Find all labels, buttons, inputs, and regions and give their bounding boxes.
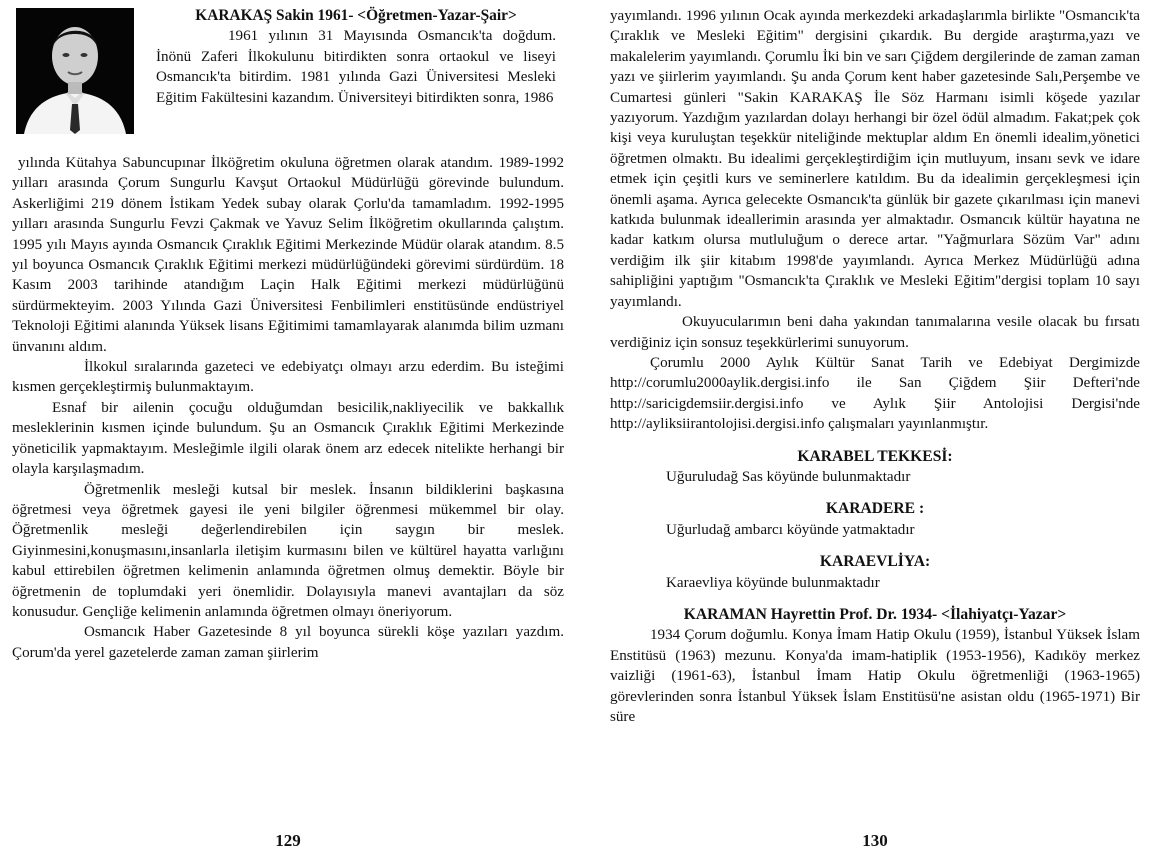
entry-heading: KARADERE : — [825, 500, 925, 518]
portrait-icon — [16, 8, 134, 134]
right-page — [610, 0, 1140, 857]
paragraph: Çorumlu 2000 Aylık Kültür Sanat Tarih ve Edebiyat Dergimizde http://corumlu2000aylik.dergisi.info ile San Çiğdem Şiir Defteri'nde http://saricigdemsiir.dergisi.info ve Aylık Şiir Antolojisi Dergisi'nde http://ayliksiirantolojisi.dergisi.info çalışmaları yayınlanmıştır. — [610, 354, 1140, 433]
entry-text: Uğurludağ ambarcı köyünde yatmaktadır — [666, 521, 915, 538]
entry-heading: KARABEL TEKKESİ: — [797, 447, 953, 465]
left-body-text — [12, 153, 564, 663]
entry-text: Uğuruludağ Sas köyünde bulunmaktadır — [666, 468, 911, 485]
paragraph: Esnaf bir ailenin çocuğu olduğumdan besicilik,nakliyecilik ve bakkallık mesleklerinin kısmen içinde bulundum. Şu an Osmancık Çıraklık Eğitimi Merkezinde yöneticilik yapmaktayım. Mesleğimle ilgili olarak önem arz edecek nitelikte herhangi bir olayla karşılaşmadım. — [12, 399, 564, 478]
paragraph: yılında Kütahya Sabuncupınar İlköğretim okuluna öğretmen olarak atandım. 1989-1992 yılları arasında Çorum Sungurlu Kavşut Ortaokul Müdürlüğü görevinde bulundum. Askerliğimi 219 dönem İstikam Yedek subay olarak Çorlu'da tamamladım. 1992-1995 yılları arasında Sungurlu Fevzi Çakmak ve Yavuz Selim İlköğretim okullarında çalıştım. 1995 yılı Mayıs ayında Osmancık Çıraklık Eğitimi Merkezinde Müdür olarak atandım. 8.5 yıl boyunca Osmancık Çıraklık Eğitimi merkezi müdürlüğündeki görevimi sürdürdüm. 18 Kasım 2003 tarihinde atandığım Laçin Halk Eğitimi merkezi müdürlüğünü sürdürmekteyim. 2003 Yılında Gazi Üniversitesi Fenbilimleri enstitüsünde endüstriyel Teknoloji Eğitimi alanında Yüksek lisans Eğitimimi tamamlayarak alanımda bilim uzmanı ünvanını aldım. — [12, 155, 564, 355]
paragraph: Öğretmenlik mesleği kutsal bir meslek. İnsanın bildiklerini başkasına öğretmesi veya öğretmek gayesi ile yeni bilgiler öğrenmesi mükemmel bir olay. Öğretmenlik mesleği değerlendirebilen için saygın bir meslek. Giyinmesini,konuşmasını,insanlarla iletişim kurmasını bilen ve kültürel hayatta varlığını kabul ettirebilen öğretmen kelimenin anlamında öğretmen olmuş demektir. Böyle bir öğretmenin de toplumdaki yeri önemlidir. Dolayısıyla manevi avantajları da söz konusudur. Gençliğe kelimenin anlamında öğretmen olmayı öneriyorum. — [12, 481, 564, 620]
page-number: 130 — [862, 831, 888, 850]
paragraph: 1934 Çorum doğumlu. Konya İmam Hatip Okulu (1959), İstanbul Yüksek İslam Enstitüsü (1963) mezunu. Konya'da imam-hatiplik (1953-1956), Kadıköy merkez vaizliği (1961-63), İstanbul İmam Hatip Okulu öğretmenliği (1963-1965) görevlerinden sonra İstanbul Yüksek İslam Enstitüsü'ne asistan oldu (1965-1971) Bir süre — [610, 627, 1140, 725]
entry-title-karaman: KARAMAN Hayrettin Prof. Dr. 1934- <İlahiyatçı-Yazar> — [683, 605, 1067, 623]
portrait-photo — [16, 8, 134, 134]
entry-heading: KARAEVLİYA: — [819, 553, 931, 571]
left-page — [12, 0, 564, 857]
paragraph: Osmancık Haber Gazetesinde 8 yıl boyunca sürekli köşe yazıları yazdım. Çorum'da yerel gazetelerde zaman zaman şiirlerim — [12, 624, 564, 661]
intro-paragraph: 1961 yılının 31 Mayısında Osmancık'ta doğdum. İnönü Zaferi İlkokulunu bitirdikten sonra ortaokul ve liseyi Osmancık'ta bitirdim. 1981 yılında Gazi Üniversitesi Mesleki Eğitim Fakültesini kazandım. Üniversiteyi bitirdikten sonra, 1986 — [156, 28, 556, 106]
right-body-text — [610, 0, 1140, 727]
entry-header — [12, 0, 564, 153]
entry-text: Karaevliya köyünde bulunmaktadır — [666, 574, 880, 591]
entry-title: KARAKAŞ Sakin 1961- <Öğretmen-Yazar-Şair> — [195, 7, 517, 24]
header-text-block — [156, 6, 556, 108]
paragraph: yayımlandı. 1996 yılının Ocak ayında merkezdeki arkadaşlarımla birlikte "Osmancık'ta Çıraklık ve Mesleki Eğitim" dergisini çıkardık. Bu dergide araştırma,yazı ve makalelerim yayımlandı. Çorumlu İki bin ve sarı Çiğdem dergilerinde de zaman zaman yazı ve şiirlerim yayımlandı. Şu anda Çorum kent haber gazetesinde Salı,Perşembe ve Cumartesi günleri "Sakin KARAKAŞ İle Söz Harmanı isimli köşede yazılar yazıyorum. Yazdığım yazılardan dolayı herhangi bir özel ödül almadım. Fakat;pek çok kişi veya kuruluştan teşekkür niteliğinde mektuplar aldım En önemli idealim,yönetici öğretmen olmaktı. Bu idealimi gerçekleştirdiğim için mutluyum, insanı sevk ve idare etmek için çeşitli kurs ve seminerlere katıldım. Bu da idealimin gerçekleşmesi için önemli aşama. Ayrıca gelecekte Osmancık'ta günlük bir gazete çıkarılması için manevi katkıda bulunmak ideallerimin arasında yer almaktadır. Osmancık kültür hayatına ne kadar katkım olursa mutluluğum o derece artar. "Yağmurlara Sözüm Var" adını verdiğim ilk şiir kitabım 1998'de yayımlandı. Ayrıca Merkez Müdürlüğü adına sahipliğini yaptığım "Osmancık'ta Çıraklık ve Mesleki Eğitim"dergisi toplam 10 sayı yayımlandı. — [610, 8, 1140, 310]
paragraph: Okuyucularımın beni daha yakından tanımalarına vesile olacak bu fırsatı verdiğiniz için sonsuz teşekkürlerimi sunuyorum. — [610, 314, 1140, 351]
paragraph: İlkokul sıralarında gazeteci ve edebiyatçı olmayı arzu ederdim. Bu isteğimi kısmen gerçekleştirmiş bulunmaktayım. — [12, 359, 564, 396]
page-number: 129 — [275, 831, 301, 850]
